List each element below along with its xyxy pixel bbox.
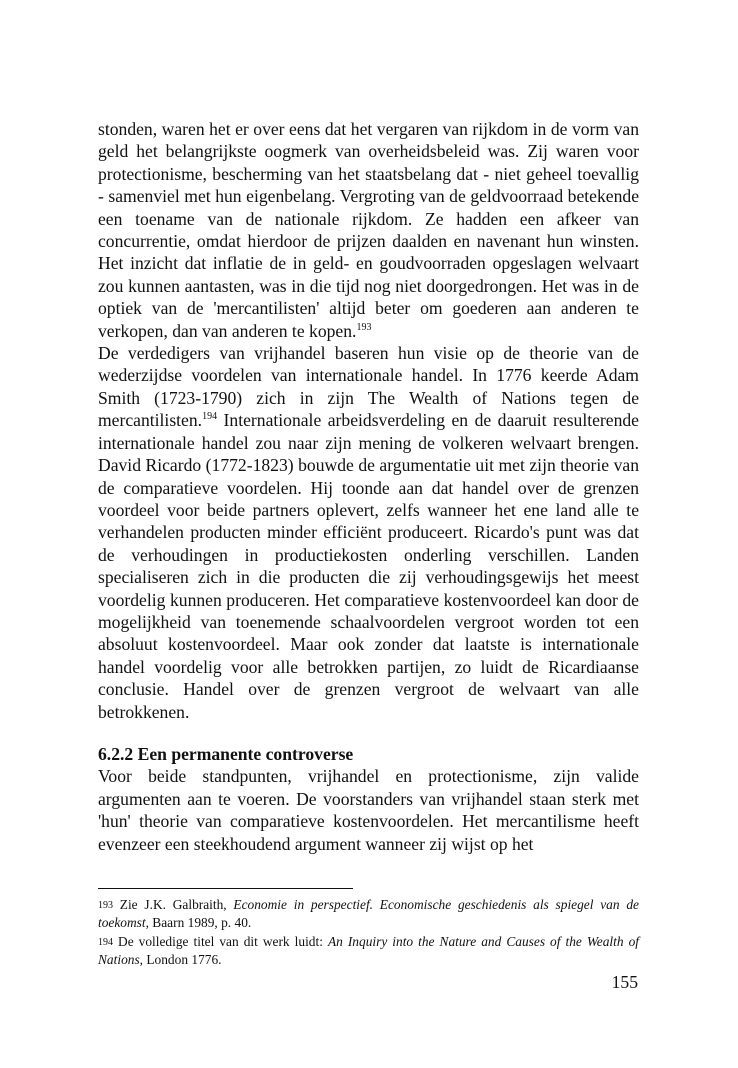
paragraph-free-trade xyxy=(98,342,639,723)
section-heading: 6.2.2 Een permanente controverse xyxy=(98,743,354,764)
footnote-194 xyxy=(98,933,639,968)
footnote-number: 194 xyxy=(98,937,113,948)
footnote-ref-194[interactable]: 194 xyxy=(202,411,218,423)
footnote-title: An Inquiry into the Nature and Causes of the Wealth of Nations xyxy=(98,934,640,967)
footnote-text: , Baarn 1989, p. 40. xyxy=(145,915,252,930)
footnote-text: Zie J.K. Galbraith, xyxy=(113,897,234,912)
footnote-title: Economie in perspectief. Economische geschiedenis als spiegel van de toekomst xyxy=(98,897,639,930)
paragraph-text: Internationale arbeidsverdeling en de daaruit resulterende internationale handel zou naar zijn mening de volkeren welvaart brengen. David Ricardo (1772-1823) bouwde de argumentatie uit met zijn theorie van de comparatieve voordelen. Hij toonde aan dat handel over de grenzen voordeel voor beide partners oplevert, zelfs wanneer het ene land alle te verhandelen producten minder efficiënt produceert. Ricardo's punt was dat de verhoudingen in productiekosten onderling verschillen. Landen specialiseren zich in die producten die zij verhoudingsgewijs het meest voordelig kunnen produceren. Het comparatieve kostenvoordeel kan door de mogelijkheid van toenemende schaalvoordelen vergroot worden tot een absoluut kostenvoordeel. Maar ook zonder dat laatste is internationale handel voordelig voor alle betrokken partijen, zo luidt de Ricardiaanse conclusie. Handel over de grenzen vergroot de welvaart van alle betrokkenen. xyxy=(98,410,639,722)
footnote-193 xyxy=(98,896,639,931)
footnote-ref-193[interactable]: 193 xyxy=(356,321,372,333)
paragraph-mercantilists xyxy=(98,118,639,342)
footnote-number: 193 xyxy=(98,900,113,911)
paragraph-controversy: Voor beide standpunten, vrijhandel en protectionisme, zijn valide argumenten aan te voeren. De voorstanders van vrijhandel staan sterk met 'hun' theorie van comparatieve kostenvoordelen. Het mercantilisme heeft evenzeer een steekhoudend argument wanneer zij wijst op het xyxy=(98,766,639,854)
paragraph-text: stonden, waren het er over eens dat het vergaren van rijkdom in de vorm van geld het belangrijkste oogmerk van overheidsbeleid was. Zij waren voor protectionisme, bescherming van het staatsbelang dat - niet geheel toevallig - samenviel met hun eigenbelang. Vergroting van de geldvoorraad betekende een toename van de nationale rijkdom. Ze hadden een afkeer van concurrentie, omdat hierdoor de prijzen daalden en navenant hun winsten. Het inzicht dat inflatie de in geld- en goudvoorraden opgeslagen welvaart zou kunnen aantasten, was in die tijd nog niet doorgedrongen. Het was in de optiek van de 'mercantilisten' altijd beter om goederen aan anderen te verkopen, dan van anderen te kopen. xyxy=(98,119,639,341)
footnote-divider xyxy=(98,888,353,889)
footnote-text: , London 1776. xyxy=(139,952,222,967)
footnote-text: De volledige titel van dit werk luidt: xyxy=(113,934,328,949)
main-text xyxy=(98,118,639,855)
paragraph-text: De verdedigers van vrijhandel baseren hun visie op de theorie van de wederzijdse voordelen van internationale handel. In 1776 keerde Adam Smith (1723-1790) zich in zijn The Wealth of Nations tegen de mercantilisten. xyxy=(98,343,639,431)
page-number: 155 xyxy=(611,972,638,992)
